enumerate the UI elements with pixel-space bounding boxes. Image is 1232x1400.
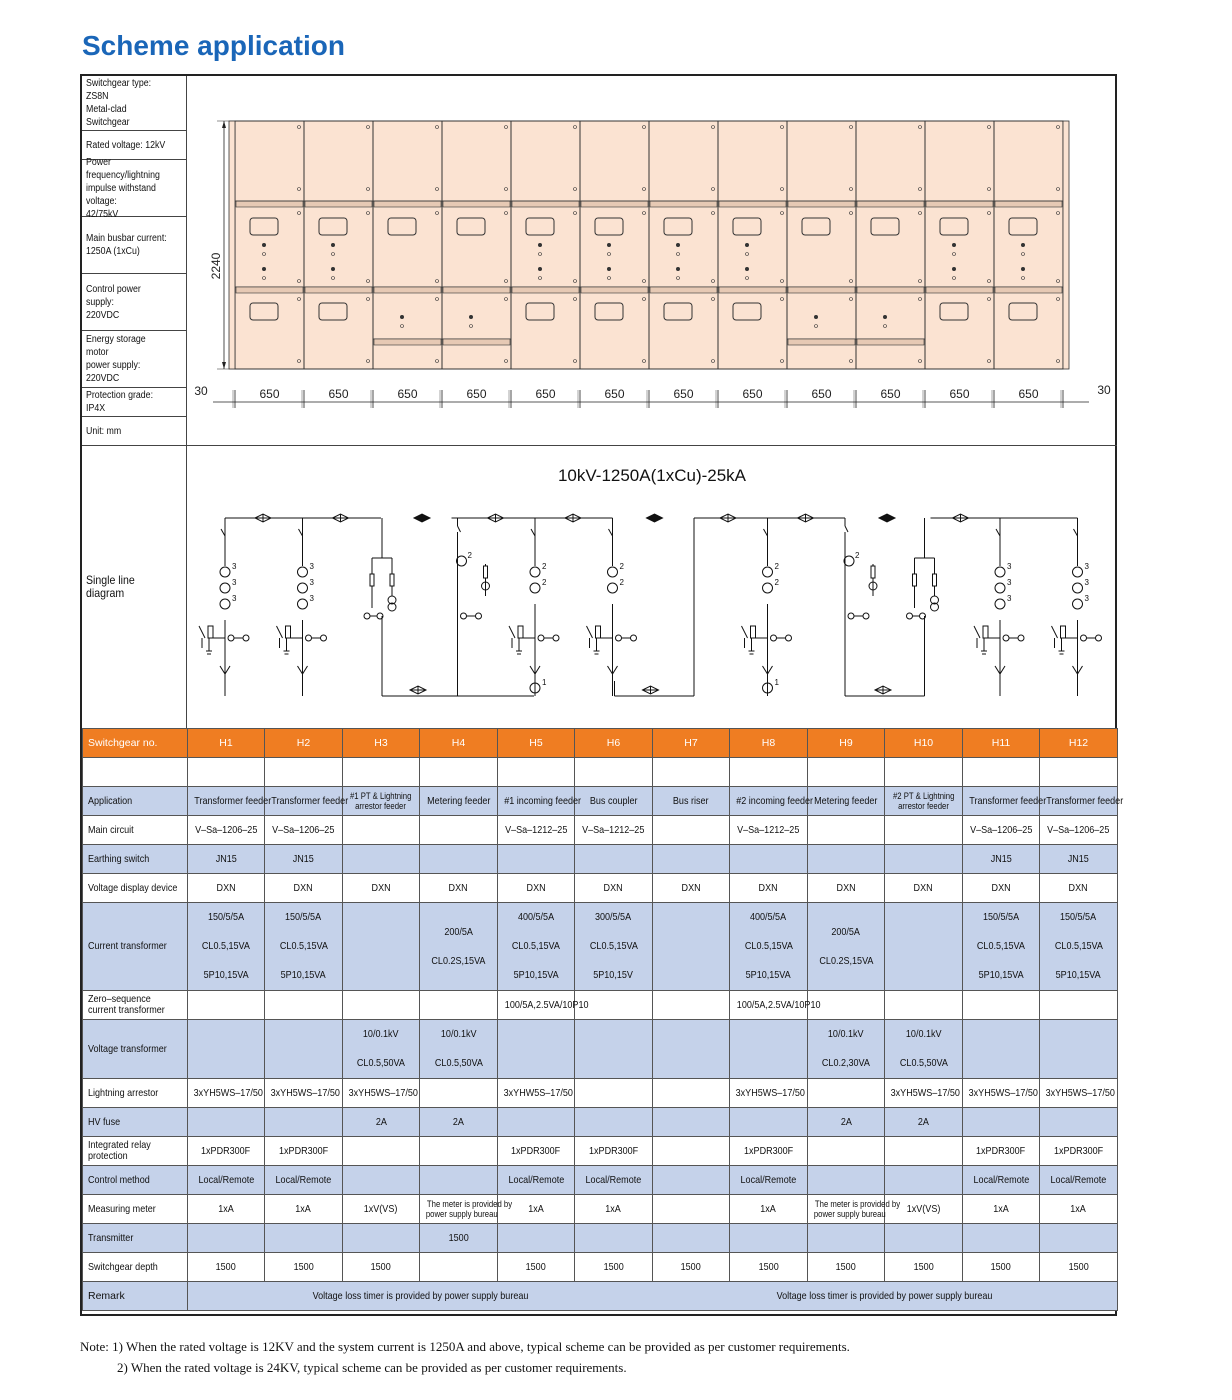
empty-cell bbox=[83, 758, 188, 787]
table-cell bbox=[1040, 1108, 1118, 1137]
width-dimension-label: 650 bbox=[673, 387, 694, 401]
table-row bbox=[83, 1020, 1118, 1079]
table-cell: 400/5/5A CL0.5,15VA 5P10,15VA bbox=[498, 903, 575, 991]
row-label: Integrated relay protection bbox=[83, 1137, 188, 1166]
svg-text:2: 2 bbox=[619, 578, 624, 587]
switchgear-id: H11 bbox=[963, 729, 1040, 758]
switchgear-id: H7 bbox=[653, 729, 730, 758]
table-cell bbox=[653, 1020, 730, 1079]
empty-cell bbox=[963, 758, 1040, 787]
table-cell: 1xV(VS) bbox=[343, 1195, 420, 1224]
table-cell: JN15 bbox=[265, 845, 343, 874]
remark-label: Remark bbox=[83, 1282, 188, 1311]
empty-cell bbox=[575, 758, 653, 787]
label-switchgear-type: Switchgear type: ZS8N Metal-clad Switchgear bbox=[82, 76, 186, 131]
table-cell: #1 incoming feeder bbox=[498, 787, 575, 816]
table-cell: 1xPDR300F bbox=[1040, 1137, 1118, 1166]
table-cell bbox=[885, 1224, 963, 1253]
svg-text:2: 2 bbox=[774, 578, 779, 587]
table-cell: DXN bbox=[188, 874, 265, 903]
table-cell: 2A bbox=[885, 1108, 963, 1137]
table-cell bbox=[265, 1020, 343, 1079]
right-margin-dimension: 30 bbox=[1097, 383, 1111, 397]
row-label: Application bbox=[83, 787, 188, 816]
table-cell: #2 incoming feeder bbox=[730, 787, 808, 816]
row-label: Current transformer bbox=[83, 903, 188, 991]
table-cell bbox=[1040, 1224, 1118, 1253]
table-cell: V–Sa–1206–25 bbox=[963, 816, 1040, 845]
row-label: HV fuse bbox=[83, 1108, 188, 1137]
table-cell bbox=[808, 845, 885, 874]
label-busbar-current: Main busbar current: 1250A (1xCu) bbox=[82, 217, 186, 274]
table-cell bbox=[265, 1224, 343, 1253]
table-cell: 3xYH5WS–17/50 bbox=[188, 1079, 265, 1108]
table-cell: 1xPDR300F bbox=[963, 1137, 1040, 1166]
width-dimension-label: 650 bbox=[811, 387, 832, 401]
switchgear-panel bbox=[235, 121, 304, 369]
table-cell bbox=[420, 1166, 498, 1195]
table-cell: Local/Remote bbox=[498, 1166, 575, 1195]
switchgear-panel bbox=[373, 121, 442, 369]
table-cell: Transformer feeder bbox=[265, 787, 343, 816]
svg-text:3: 3 bbox=[1084, 578, 1089, 587]
table-cell bbox=[963, 1224, 1040, 1253]
row-label: Voltage transformer bbox=[83, 1020, 188, 1079]
svg-text:2: 2 bbox=[542, 562, 547, 571]
table-cell bbox=[963, 991, 1040, 1020]
svg-text:2: 2 bbox=[467, 551, 472, 560]
table-cell bbox=[808, 1079, 885, 1108]
table-cell bbox=[808, 816, 885, 845]
table-cell: 3xYH5WS–17/50 bbox=[265, 1079, 343, 1108]
table-cell: 10/0.1kV CL0.5,50VA bbox=[420, 1020, 498, 1079]
single-line-diagram bbox=[187, 496, 1117, 728]
empty-cell bbox=[343, 758, 420, 787]
row-label: Lightning arrestor bbox=[83, 1079, 188, 1108]
empty-cell bbox=[420, 758, 498, 787]
row-label: Switchgear depth bbox=[83, 1253, 188, 1282]
svg-text:3: 3 bbox=[309, 578, 314, 587]
table-cell: DXN bbox=[420, 874, 498, 903]
table-cell bbox=[653, 1224, 730, 1253]
svg-text:3: 3 bbox=[309, 562, 314, 571]
table-cell bbox=[653, 845, 730, 874]
table-cell bbox=[653, 1195, 730, 1224]
row-label: Main circuit bbox=[83, 816, 188, 845]
table-cell: DXN bbox=[1040, 874, 1118, 903]
table-cell: 1500 bbox=[730, 1253, 808, 1282]
table-cell: 1500 bbox=[885, 1253, 963, 1282]
switchgear-panel bbox=[856, 121, 925, 369]
table-cell: Transformer feeder bbox=[1040, 787, 1118, 816]
table-cell: 1xA bbox=[188, 1195, 265, 1224]
table-cell bbox=[343, 845, 420, 874]
table-cell bbox=[653, 1079, 730, 1108]
table-cell bbox=[343, 991, 420, 1020]
table-cell bbox=[963, 1020, 1040, 1079]
svg-text:3: 3 bbox=[232, 562, 237, 571]
table-cell: Metering feeder bbox=[420, 787, 498, 816]
table-cell: 1xA bbox=[575, 1195, 653, 1224]
table-cell: DXN bbox=[885, 874, 963, 903]
empty-cell bbox=[265, 758, 343, 787]
table-cell: 1xPDR300F bbox=[498, 1137, 575, 1166]
table-cell bbox=[575, 1108, 653, 1137]
table-cell: 1xPDR300F bbox=[730, 1137, 808, 1166]
switchgear-id: H10 bbox=[885, 729, 963, 758]
svg-text:1: 1 bbox=[542, 678, 547, 687]
row-label: Transmitter bbox=[83, 1224, 188, 1253]
table-cell: DXN bbox=[730, 874, 808, 903]
width-dimension-label: 650 bbox=[604, 387, 625, 401]
switchgear-id: H2 bbox=[265, 729, 343, 758]
table-cell bbox=[730, 1108, 808, 1137]
switchgear-panel bbox=[718, 121, 787, 369]
svg-text:1: 1 bbox=[774, 678, 779, 687]
table-row bbox=[83, 903, 1118, 991]
table-cell: 1500 bbox=[575, 1253, 653, 1282]
table-cell bbox=[653, 1166, 730, 1195]
table-cell bbox=[343, 1137, 420, 1166]
table-cell: 1500 bbox=[343, 1253, 420, 1282]
switchgear-id: H8 bbox=[730, 729, 808, 758]
table-cell bbox=[885, 1137, 963, 1166]
remark-row bbox=[83, 1282, 1118, 1311]
table-cell bbox=[808, 1224, 885, 1253]
label-unit: Unit: mm bbox=[82, 417, 186, 446]
table-row bbox=[83, 1253, 1118, 1282]
table-cell: V–Sa–1212–25 bbox=[498, 816, 575, 845]
table-cell: DXN bbox=[808, 874, 885, 903]
table-cell bbox=[963, 1108, 1040, 1137]
switchgear-panel bbox=[580, 121, 649, 369]
scheme-frame bbox=[80, 74, 1124, 1316]
table-cell: Transformer feeder bbox=[188, 787, 265, 816]
table-cell: Bus coupler bbox=[575, 787, 653, 816]
svg-text:2: 2 bbox=[542, 578, 547, 587]
table-cell bbox=[808, 1137, 885, 1166]
table-row bbox=[83, 816, 1118, 845]
width-dimension-label: 650 bbox=[880, 387, 901, 401]
table-cell: 100/5A,2.5VA/10P10 bbox=[730, 991, 808, 1020]
table-cell: 1xV(VS) bbox=[885, 1195, 963, 1224]
table-cell: 1xPDR300F bbox=[575, 1137, 653, 1166]
switchgear-front-drawing bbox=[187, 76, 1117, 446]
row-label: Control method bbox=[83, 1166, 188, 1195]
table-cell: DXN bbox=[498, 874, 575, 903]
label-control-power: Control power supply: 220VDC bbox=[82, 274, 186, 331]
table-cell: Bus riser bbox=[653, 787, 730, 816]
table-cell bbox=[420, 1079, 498, 1108]
width-dimension-label: 650 bbox=[397, 387, 418, 401]
switchgear-panel bbox=[511, 121, 580, 369]
left-margin-dimension: 30 bbox=[194, 384, 208, 398]
table-cell: 1500 bbox=[498, 1253, 575, 1282]
table-cell bbox=[653, 1137, 730, 1166]
svg-text:3: 3 bbox=[309, 594, 314, 603]
table-cell: DXN bbox=[575, 874, 653, 903]
note-1: Note: 1) When the rated voltage is 12KV and the system current is 1250A and above, typical scheme can be provided as per customer requirements. bbox=[80, 1339, 850, 1354]
table-cell: DXN bbox=[963, 874, 1040, 903]
empty-cell bbox=[885, 758, 963, 787]
table-cell: V–Sa–1206–25 bbox=[265, 816, 343, 845]
table-row bbox=[83, 1195, 1118, 1224]
svg-text:3: 3 bbox=[1007, 594, 1012, 603]
svg-text:3: 3 bbox=[1084, 562, 1089, 571]
table-cell: 2A bbox=[808, 1108, 885, 1137]
table-header-row bbox=[83, 729, 1118, 758]
table-cell: Local/Remote bbox=[188, 1166, 265, 1195]
table-cell: #1 PT & Lightning arrestor feeder bbox=[343, 787, 420, 816]
switchgear-panel bbox=[787, 121, 856, 369]
table-cell bbox=[575, 845, 653, 874]
table-cell: 100/5A,2.5VA/10P10 bbox=[498, 991, 575, 1020]
table-cell: JN15 bbox=[963, 845, 1040, 874]
table-cell bbox=[420, 816, 498, 845]
table-cell: 200/5A CL0.2S,15VA bbox=[420, 903, 498, 991]
table-cell: 2A bbox=[343, 1108, 420, 1137]
switchgear-id: H12 bbox=[1040, 729, 1118, 758]
table-cell bbox=[420, 991, 498, 1020]
empty-cell bbox=[498, 758, 575, 787]
table-cell: DXN bbox=[343, 874, 420, 903]
table-cell bbox=[188, 1020, 265, 1079]
table-cell: 3xYH5WS–17/50 bbox=[963, 1079, 1040, 1108]
table-cell bbox=[265, 991, 343, 1020]
table-cell bbox=[575, 1224, 653, 1253]
table-cell: V–Sa–1212–25 bbox=[575, 816, 653, 845]
table-cell: 150/5/5A CL0.5,15VA 5P10,15VA bbox=[1040, 903, 1118, 991]
table-cell: V–Sa–1212–25 bbox=[730, 816, 808, 845]
table-cell: 3xYHW5S–17/50 bbox=[498, 1079, 575, 1108]
table-cell: #2 PT & Lightning arrestor feeder bbox=[885, 787, 963, 816]
svg-text:2: 2 bbox=[774, 562, 779, 571]
table-cell bbox=[885, 845, 963, 874]
table-cell bbox=[885, 903, 963, 991]
switchgear-panel bbox=[925, 121, 994, 369]
table-cell: 1xA bbox=[730, 1195, 808, 1224]
table-cell: Metering feeder bbox=[808, 787, 885, 816]
table-cell: 1500 bbox=[1040, 1253, 1118, 1282]
table-cell bbox=[730, 845, 808, 874]
switchgear-id: H6 bbox=[575, 729, 653, 758]
table-cell: 10/0.1kV CL0.5,50VA bbox=[885, 1020, 963, 1079]
row-label: Voltage display device bbox=[83, 874, 188, 903]
table-cell: Local/Remote bbox=[730, 1166, 808, 1195]
row-label: Measuring meter bbox=[83, 1195, 188, 1224]
table-cell: JN15 bbox=[188, 845, 265, 874]
table-cell: V–Sa–1206–25 bbox=[188, 816, 265, 845]
table-cell bbox=[420, 1253, 498, 1282]
table-cell: 1500 bbox=[265, 1253, 343, 1282]
table-cell bbox=[498, 1020, 575, 1079]
switchgear-id: H3 bbox=[343, 729, 420, 758]
svg-text:3: 3 bbox=[232, 594, 237, 603]
table-cell: 3xYH5WS–17/50 bbox=[885, 1079, 963, 1108]
sld-title: 10kV-1250A(1xCu)-25kA bbox=[557, 466, 747, 485]
page-title: Scheme application bbox=[82, 30, 345, 61]
table-cell: 400/5/5A CL0.5,15VA 5P10,15VA bbox=[730, 903, 808, 991]
table-cell bbox=[420, 845, 498, 874]
table-row bbox=[83, 1108, 1118, 1137]
table-cell bbox=[343, 816, 420, 845]
table-cell: Local/Remote bbox=[963, 1166, 1040, 1195]
table-cell bbox=[420, 1137, 498, 1166]
table-cell: Local/Remote bbox=[1040, 1166, 1118, 1195]
table-cell: 1xA bbox=[265, 1195, 343, 1224]
switchgear-panel bbox=[304, 121, 373, 369]
label-protection-grade: Protection grade: IP4X bbox=[82, 388, 186, 417]
table-cell: 1xPDR300F bbox=[188, 1137, 265, 1166]
table-row bbox=[83, 787, 1118, 816]
table-cell: Local/Remote bbox=[575, 1166, 653, 1195]
table-cell bbox=[498, 1224, 575, 1253]
svg-text:2: 2 bbox=[619, 562, 624, 571]
table-cell: 1xPDR300F bbox=[265, 1137, 343, 1166]
table-row bbox=[83, 991, 1118, 1020]
table-cell bbox=[575, 1020, 653, 1079]
table-cell bbox=[188, 991, 265, 1020]
table-cell: 150/5/5A CL0.5,15VA 5P10,15VA bbox=[188, 903, 265, 991]
table-row bbox=[83, 845, 1118, 874]
empty-cell bbox=[188, 758, 265, 787]
table-cell: 1500 bbox=[808, 1253, 885, 1282]
table-cell bbox=[343, 1224, 420, 1253]
table-cell bbox=[653, 903, 730, 991]
table-cell: DXN bbox=[653, 874, 730, 903]
table-cell: 10/0.1kV CL0.2,30VA bbox=[808, 1020, 885, 1079]
table-cell: 1xA bbox=[1040, 1195, 1118, 1224]
table-cell bbox=[343, 1166, 420, 1195]
blank-row bbox=[83, 758, 1118, 787]
table-cell: 3xYH5WS–17/50 bbox=[343, 1079, 420, 1108]
table-row bbox=[83, 874, 1118, 903]
table-cell: The meter is provided by power supply bureau bbox=[808, 1195, 885, 1224]
table-cell: 150/5/5A CL0.5,15VA 5P10,15VA bbox=[963, 903, 1040, 991]
width-dimension-label: 650 bbox=[466, 387, 487, 401]
table-cell bbox=[1040, 1020, 1118, 1079]
table-cell bbox=[188, 1108, 265, 1137]
table-cell bbox=[885, 816, 963, 845]
row-label: Earthing switch bbox=[83, 845, 188, 874]
label-rated-voltage: Rated voltage: 12kV bbox=[82, 131, 186, 160]
width-dimension-label: 650 bbox=[259, 387, 280, 401]
table-cell: 10/0.1kV CL0.5,50VA bbox=[343, 1020, 420, 1079]
empty-cell bbox=[653, 758, 730, 787]
remark-left: Voltage loss timer is provided by power supply bureau bbox=[188, 1282, 653, 1311]
table-cell: 1xA bbox=[963, 1195, 1040, 1224]
table-cell: DXN bbox=[265, 874, 343, 903]
table-cell bbox=[653, 991, 730, 1020]
switchgear-id: H4 bbox=[420, 729, 498, 758]
table-cell bbox=[730, 1224, 808, 1253]
table-cell: Transformer feeder bbox=[963, 787, 1040, 816]
table-cell bbox=[885, 991, 963, 1020]
table-cell: 200/5A CL0.2S,15VA bbox=[808, 903, 885, 991]
note-2: 2) When the rated voltage is 24KV, typical scheme can be provided as per customer requirements. bbox=[117, 1360, 627, 1375]
table-row bbox=[83, 1079, 1118, 1108]
label-motor-power: Energy storage motor power supply: 220VDC bbox=[82, 331, 186, 388]
switchgear-id: H1 bbox=[188, 729, 265, 758]
svg-text:2: 2 bbox=[855, 551, 860, 560]
width-dimension-label: 650 bbox=[535, 387, 556, 401]
table-cell bbox=[265, 1108, 343, 1137]
remark-right: Voltage loss timer is provided by power supply bureau bbox=[653, 1282, 1118, 1311]
table-cell: The meter is provided by power supply bureau bbox=[420, 1195, 498, 1224]
table-cell bbox=[498, 1108, 575, 1137]
svg-text:3: 3 bbox=[1084, 594, 1089, 603]
table-cell: 300/5/5A CL0.5,15VA 5P10,15V bbox=[575, 903, 653, 991]
label-withstand-voltage: Power frequency/lightning impulse withstand voltage: 42/75kV bbox=[82, 160, 186, 217]
empty-cell bbox=[808, 758, 885, 787]
switchgear-panel bbox=[442, 121, 511, 369]
table-cell bbox=[653, 816, 730, 845]
table-cell bbox=[808, 1166, 885, 1195]
table-cell bbox=[1040, 991, 1118, 1020]
svg-text:3: 3 bbox=[1007, 578, 1012, 587]
notes bbox=[80, 1336, 850, 1378]
switchgear-panel bbox=[994, 121, 1063, 369]
table-cell: 1500 bbox=[963, 1253, 1040, 1282]
switchgear-id: H9 bbox=[808, 729, 885, 758]
table-cell bbox=[575, 1079, 653, 1108]
label-single-line-diagram: Single line diagram bbox=[86, 573, 135, 600]
width-dimension-label: 650 bbox=[1018, 387, 1039, 401]
header-label: Switchgear no. bbox=[83, 729, 188, 758]
left-label-column bbox=[82, 76, 187, 728]
table-cell: 1500 bbox=[420, 1224, 498, 1253]
width-dimension-label: 650 bbox=[328, 387, 349, 401]
table-row bbox=[83, 1224, 1118, 1253]
table-cell: 2A bbox=[420, 1108, 498, 1137]
table-cell: 1500 bbox=[188, 1253, 265, 1282]
table-cell bbox=[498, 845, 575, 874]
table-cell: 150/5/5A CL0.5,15VA 5P10,15VA bbox=[265, 903, 343, 991]
table-cell: JN15 bbox=[1040, 845, 1118, 874]
empty-cell bbox=[1040, 758, 1118, 787]
row-label: Zero–sequence current transformer bbox=[83, 991, 188, 1020]
table-cell: V–Sa–1206–25 bbox=[1040, 816, 1118, 845]
width-dimension-label: 650 bbox=[949, 387, 970, 401]
svg-text:3: 3 bbox=[1007, 562, 1012, 571]
table-cell: Local/Remote bbox=[265, 1166, 343, 1195]
table-cell bbox=[343, 903, 420, 991]
table-row bbox=[83, 1166, 1118, 1195]
table-cell bbox=[653, 1108, 730, 1137]
table-cell: 3xYH5WS–17/50 bbox=[1040, 1079, 1118, 1108]
height-dimension: 2240 bbox=[209, 252, 223, 280]
table-cell bbox=[730, 1020, 808, 1079]
svg-text:3: 3 bbox=[232, 578, 237, 587]
table-cell: 3xYH5WS–17/50 bbox=[730, 1079, 808, 1108]
table-cell bbox=[188, 1224, 265, 1253]
switchgear-panel bbox=[649, 121, 718, 369]
table-cell bbox=[885, 1166, 963, 1195]
empty-cell bbox=[730, 758, 808, 787]
specification-table bbox=[82, 728, 1124, 1311]
table-cell: 1xA bbox=[498, 1195, 575, 1224]
width-dimension-label: 650 bbox=[742, 387, 763, 401]
switchgear-id: H5 bbox=[498, 729, 575, 758]
table-cell: 1500 bbox=[653, 1253, 730, 1282]
table-row bbox=[83, 1137, 1118, 1166]
